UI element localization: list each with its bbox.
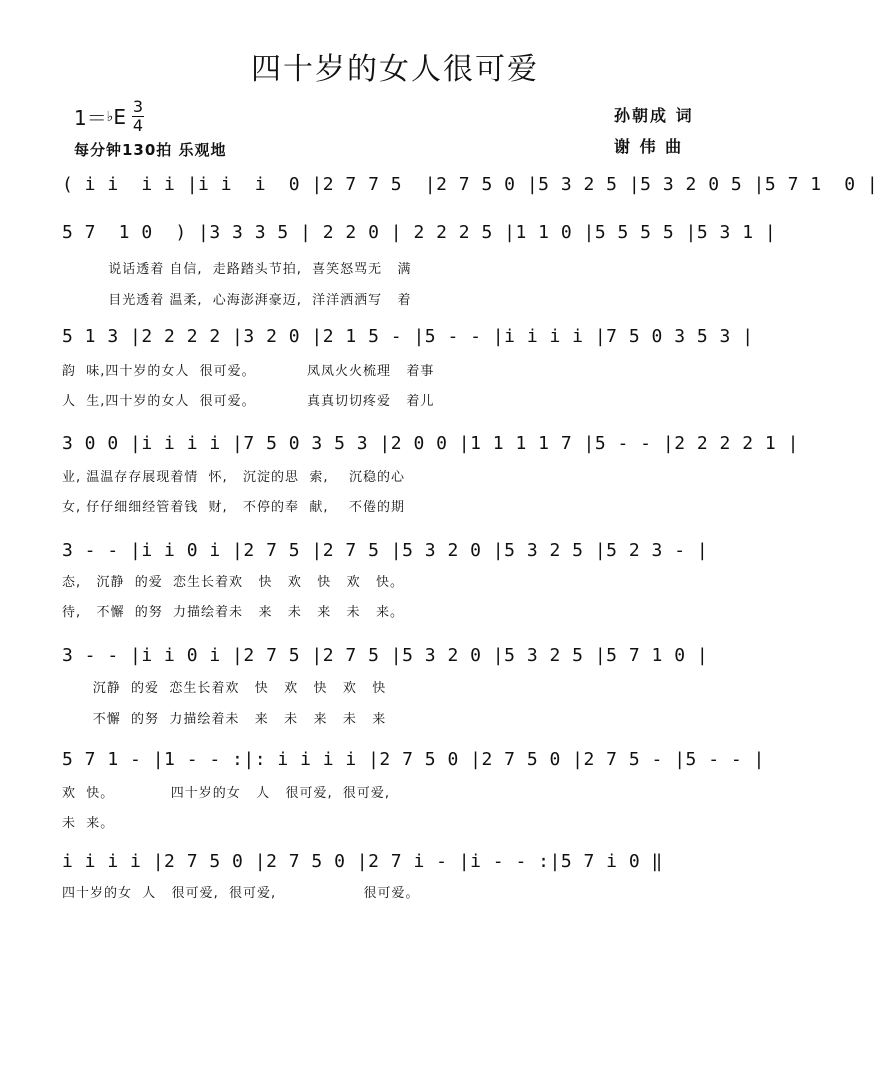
tempo-marking: 每分钟130拍 乐观地: [74, 141, 227, 159]
notation-row: 5 7 1 - |1 - - :|: i i i i |2 7 5 0 |2 7 5 0 |2 7 5 - |5 - - |: [62, 749, 765, 770]
lyric-line: 目光透着 温柔, 心海澎湃豪迈, 洋洋洒洒写 着: [62, 293, 412, 308]
lyric-line: 欢 快。 四十岁的女 人 很可爱, 很可爱,: [62, 786, 391, 801]
lyric-line: 女, 仔仔细细经管着钱 财, 不停的奉 献, 不倦的期: [62, 500, 405, 515]
notation-row: i i i i |2 7 5 0 |2 7 5 0 |2 7 i - |i - - :|5 7 i 0 ‖: [62, 851, 663, 872]
key-prefix: 1＝: [74, 106, 107, 130]
lyricist-credit: 孙朝成 词: [614, 106, 694, 125]
song-title: 四十岁的女人很可爱: [251, 52, 539, 87]
time-signature: [132, 98, 144, 135]
lyric-line: 不懈 的努 力描绘着未 来 未 来 未 来: [62, 712, 387, 727]
notation-row: 3 - - |i i 0 i |2 7 5 |2 7 5 |5 3 2 0 |5 3 2 5 |5 7 1 0 |: [62, 645, 709, 666]
time-top: 3: [132, 97, 144, 116]
lyric-line: 态, 沉静 的爱 恋生长着欢 快 欢 快 欢 快。: [62, 575, 405, 590]
key-note: E: [113, 104, 126, 129]
lyric-line: 沉静 的爱 恋生长着欢 快 欢 快 欢 快: [62, 681, 387, 696]
notation-row: 3 - - |i i 0 i |2 7 5 |2 7 5 |5 3 2 0 |5 3 2 5 |5 2 3 - |: [62, 540, 709, 561]
composer-credit: 谢 伟 曲: [614, 137, 684, 156]
lyric-line: 说话透着 自信, 走路踏头节拍, 喜笑怒骂无 满: [62, 262, 412, 277]
lyric-line: 四十岁的女 人 很可爱, 很可爱, 很可爱。: [62, 886, 420, 901]
notation-row: 3 0 0 |i i i i |7 5 0 3 5 3 |2 0 0 |1 1 1 1 7 |5 - - |2 2 2 2 1 |: [62, 433, 799, 454]
key-signature: [74, 98, 144, 135]
lyric-line: 业, 温温存存展现着情 怀, 沉淀的思 索, 沉稳的心: [62, 470, 405, 485]
lyric-line: 韵 味,四十岁的女人 很可爱。 凤凤火火梳理 着事: [62, 364, 435, 379]
flat-sign: ♭: [106, 108, 114, 125]
time-bottom: 4: [132, 116, 144, 135]
lyric-line: 人 生,四十岁的女人 很可爱。 真真切切疼爱 着儿: [62, 394, 435, 409]
lyric-line: 未 来。: [62, 816, 115, 831]
notation-row: 5 1 3 |2 2 2 2 |3 2 0 |2 1 5 - |5 - - |i i i i |7 5 0 3 5 3 |: [62, 326, 754, 347]
notation-row: ( i i i i |i i i 0 |2 7 7 5 |2 7 5 0 |5 3 2 5 |5 3 2 0 5 |5 7 1 0 |: [62, 174, 878, 195]
lyric-line: 待, 不懈 的努 力描绘着未 来 未 来 未 来。: [62, 605, 405, 620]
notation-row: 5 7 1 0 ) |3 3 3 5 | 2 2 0 | 2 2 2 5 |1 1 0 |5 5 5 5 |5 3 1 |: [62, 222, 777, 243]
